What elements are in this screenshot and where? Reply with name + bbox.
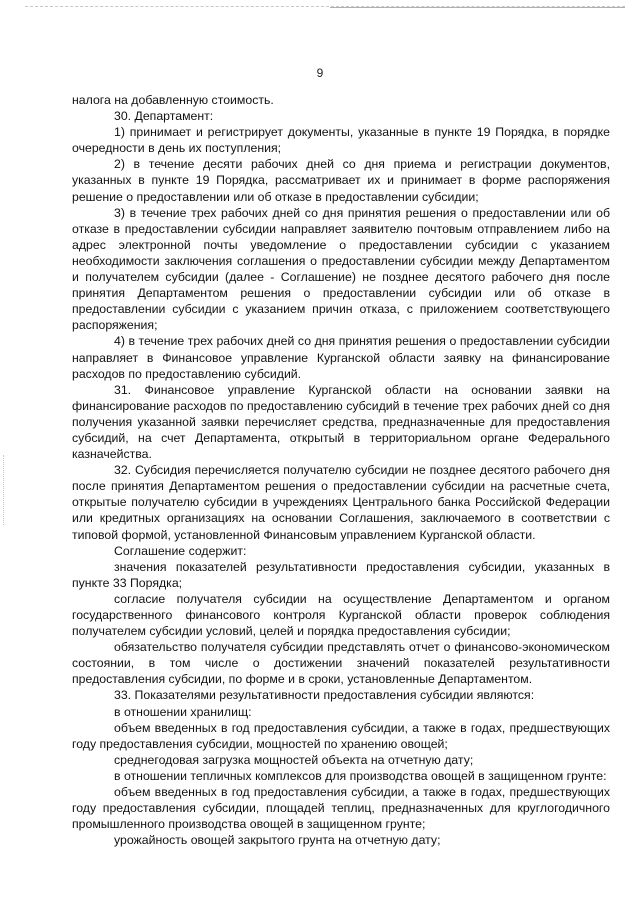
paragraph: 3) в течение трех рабочих дней со дня принятия решения о предоставлении или об отказе в предоставлении субсидии направляет заявителю почтовым отправлением либо на адрес электронной почты уведомление о предоставлении субсидии с указанием необходимости заключения соглашения о предоставлении субсидии между Департаментом и получателем субсидии (далее - Соглашение) не позднее десятого рабочего дня после принятия Департаментом решения о предоставлении субсидии или об отказе в предоставлении субсидии с указанием причин отказа, с приложением соответствующего распоряжения;	[72, 205, 610, 333]
paragraph: 1) принимает и регистрирует документы, указанные в пункте 19 Порядка, в порядке очередности в день их поступления;	[72, 125, 610, 156]
margin-scan-marks	[3, 455, 10, 525]
paragraph: 2) в течение десяти рабочих дней со дня приема и регистрации документов, указанных в пункте 19 Порядка, рассматривает их и принимает в форме распоряжения решение о предоставлении или об отказе в предоставлении субсидии;	[72, 157, 610, 204]
paragraph: среднегодовая загрузка мощностей объекта на отчетную дату;	[114, 752, 474, 767]
paragraph: в отношении хранилищ:	[114, 704, 252, 719]
paragraph: согласие получателя субсидии на осуществление Департаментом и органом государственного финансового контроля Курганской области проверок соблюдения получателем субсидии условий, целей и порядка предоставления субсидии;	[72, 591, 610, 639]
paragraph: урожайность овощей закрытого грунта на отчетную дату;	[114, 833, 441, 848]
paragraph: Соглашение содержит:	[114, 543, 247, 558]
paragraph: значения показателей результативности предоставления субсидии, указанных в пункте 33 Порядка;	[72, 559, 610, 590]
paragraph: 32. Субсидия перечисляется получателю субсидии не позднее десятого рабочего дня после принятия Департаментом решения о предоставлении субсидии на расчетные счета, открытые получателю субсидии в учреждениях Центрального банка Российской Федерации или кредитных организациях на основании Соглашения, заключаемого в соответствии с типовой формой, установленной Финансовым управлением Курганской области.	[72, 463, 610, 542]
paragraph: объем введенных в год предоставления субсидии, а также в годах, предшествующих году предоставления субсидии, мощностей по хранению овощей;	[72, 720, 610, 751]
paragraph: в отношении тепличных комплексов для производства овощей в защищенном грунте:	[114, 768, 607, 783]
paragraph: объем введенных в год предоставления субсидии, а также в годах, предшествующих году предоставления субсидии, площадей теплиц, предназначенных для круглогодичного промышленного производства овощей в защищенном грунте;	[72, 785, 610, 832]
scan-edge-line	[330, 7, 625, 8]
document-body	[72, 92, 610, 848]
paragraph: 33. Показателями результативности предоставления субсидии являются:	[114, 688, 535, 703]
paragraph: 4) в течение трех рабочих дней со дня принятия решения о предоставлении субсидии направляет в Финансовое управление Курганской области заявку на финансирование расходов по предоставлению субсидий.	[72, 334, 610, 381]
paragraph: налога на добавленную стоимость.	[72, 93, 274, 107]
paragraph: обязательство получателя субсидии представлять отчет о финансово-экономическом состоянии, в том числе о достижении значений показателей результативности предоставления субсидии, по форме и в сроки, установленные Департаментом.	[72, 640, 610, 687]
page-number: 9	[316, 66, 324, 80]
paragraph: 30. Департамент:	[114, 109, 214, 124]
paragraph: 31. Финансовое управление Курганской области на основании заявки на финансирование расходов по предоставлению субсидий в течение трех рабочих дней со дня получения указанной заявки перечисляет средства, предназначенные для предоставления субсидий, на счет Департамента, открытый в территориальном органе Федерального казначейства.	[72, 382, 610, 462]
